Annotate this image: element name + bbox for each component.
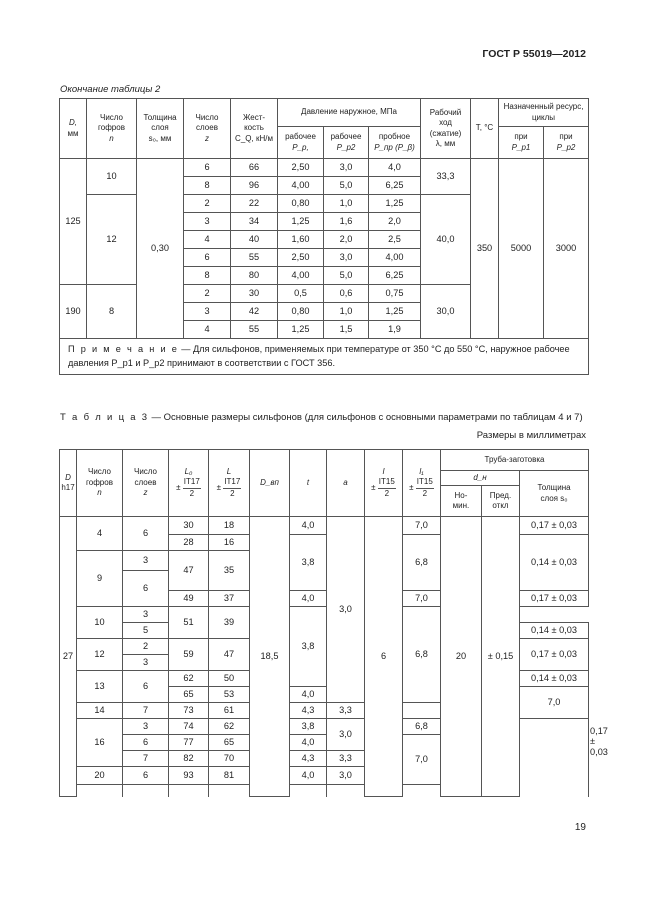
t3-n: 10 (77, 607, 123, 639)
table2-note: П р и м е ч а н и е — Для сильфонов, применяемых при температуре от 350 °С до 550 °С, наружное рабочее давления P_p1 и P_p2 принимают в соответствии с ГОСТ 356. (60, 339, 589, 375)
t3-L0: 73 (169, 703, 209, 719)
t3-h-L: L ± $\frac{IT17}{2}$ (209, 450, 250, 517)
t3-Dvn: 18,5 (250, 517, 290, 797)
t3-D: 27 (60, 517, 77, 797)
t3-z: 2 (123, 639, 169, 655)
t2-cell: 1,9 (369, 321, 421, 339)
t3-n: 20 (77, 767, 123, 785)
t2-h-c: Жест- кость C_Q, кН/м (231, 99, 278, 159)
t3-L: 70 (209, 751, 250, 767)
t2-cell: 1,6 (324, 213, 369, 231)
t3-L: 62 (209, 719, 250, 735)
table3-units: Размеры в миллиметрах (476, 430, 586, 441)
t3-h-Dvn: D_вп (250, 450, 290, 517)
t3-h-D: D h17 (60, 450, 77, 517)
t3-L: 47 (209, 639, 250, 671)
t2-h-stroke: Рабочий ход (сжатие) λ, мм (421, 99, 471, 159)
table3-caption: Т а б л и ц а 3 — Основные размеры сильфонов (для сильфонов с основными параметрами по таблицам 4 и 7) (60, 412, 583, 423)
t2-cell: 1,0 (324, 195, 369, 213)
t2-cell: 2 (184, 285, 231, 303)
t3-L0: 82 (169, 751, 209, 767)
document-id: ГОСТ Р 55019—2012 (482, 48, 586, 60)
t3-L: 37 (209, 591, 250, 607)
table2 (59, 98, 589, 375)
t2-h-p1: рабочее P_p, (278, 127, 324, 159)
t2-n10: 10 (87, 159, 137, 195)
t2-cell: 55 (231, 249, 278, 267)
t3-cont (209, 785, 250, 797)
t3-L: 18 (209, 517, 250, 535)
t2-h-res: Назначенный ресурс, циклы (499, 99, 589, 127)
t3-l1: 7,0 (403, 591, 441, 607)
t3-L: 35 (209, 551, 250, 591)
t2-cell: 3,0 (324, 159, 369, 177)
t2-cell: 1,25 (369, 195, 421, 213)
t2-h-s: Толщина слоя s₀, мм (137, 99, 184, 159)
t3-L: 61 (209, 703, 250, 719)
t3-dn-nom: 20 (441, 517, 482, 797)
t2-cell: 0,5 (278, 285, 324, 303)
t3-z: 6 (123, 671, 169, 703)
t3-h-n: Число гофров n (77, 450, 123, 517)
t3-z: 6 (123, 767, 169, 785)
t3-cont (327, 785, 365, 797)
t3-l1: 7,0 (403, 735, 441, 785)
t2-stroke-b: 40,0 (421, 195, 471, 285)
t2-cell: 2,50 (278, 159, 324, 177)
t3-h-pipe: Труба-заготовка (441, 450, 589, 471)
t2-cell: 1,5 (324, 321, 369, 339)
t3-a: 3,0 (327, 719, 365, 751)
t3-dn-dev: ± 0,15 (482, 517, 520, 797)
t2-cell: 1,25 (278, 213, 324, 231)
table2-caption: Окончание таблицы 2 (60, 84, 161, 95)
t2-h-z: Число слоев z (184, 99, 231, 159)
t3-h-L0: L₀ ± $\frac{IT17}{2}$ (169, 450, 209, 517)
t3-t: 3,8 (290, 607, 327, 687)
t2-cell: 55 (231, 321, 278, 339)
t2-cell: 1,60 (278, 231, 324, 249)
t3-L0: 30 (169, 517, 209, 535)
t3-s0: 0,17 ± 0,03 (520, 591, 589, 607)
t2-h-T: T, °C (471, 99, 499, 159)
t2-cell: 42 (231, 303, 278, 321)
t2-cell: 40 (231, 231, 278, 249)
t2-h-p2: рабочее P_p2 (324, 127, 369, 159)
t2-h-n: Число гофров n (87, 99, 137, 159)
t3-s0: 0,14 ± 0,03 (520, 535, 589, 591)
t3-z: 5 (123, 623, 169, 639)
t3-z: 3 (123, 551, 169, 571)
t3-n: 4 (77, 517, 123, 551)
t3-a: 3,0 (327, 517, 365, 703)
t3-cont (77, 785, 123, 797)
t3-t: 4,3 (290, 751, 327, 767)
t2-cell: 34 (231, 213, 278, 231)
t2-cell: 30 (231, 285, 278, 303)
t2-cell: 0,75 (369, 285, 421, 303)
t3-a: 3,3 (327, 751, 365, 767)
t3-h-thick: Толщина слоя s₀ (520, 471, 589, 517)
t3-z: 7 (123, 751, 169, 767)
t3-s0: 0,17 ± 0,03 (520, 517, 589, 535)
t2-D190: 190 (60, 285, 87, 339)
t3-n: 9 (77, 551, 123, 607)
t2-cell: 8 (184, 267, 231, 285)
t3-t: 4,3 (290, 703, 327, 719)
t2-cell: 6,25 (369, 267, 421, 285)
table3: D h17 Число гофров n Число слоев z L₀ ± $\frac{IT17}{2}$ L ± $\frac{IT17}{2}$ D_вп t a l ± $\frac{IT15}{2}$ l₁ ± $\frac{IT15}{2}$ Труба-заготовка d_н Но- мин. Пред. откл Толщина слоя s₀ 27 4 6 30 18 18,5 4,0 3,0 6 7,0 20 ± 0,15 0,17 ± 0,03 28 16 3,8 6,8 0,14 ± 0,03 9 3 47 35 6 49 37 4,0 7,0 0,17 ± 0,03 10 3 51 39 3,8 6,8 5 0,14 ± 0,03 12 2 59 47 0,17 ± 0,03 3 13 6 62 50 0,14 ± 0,03 65 53 4,0 7,0 0,17 ± 0,03 14 7 73 61 4,3 3,3 16 3 74 62 3,8 3,0 6,8 6 77 65 4,0 7,0 7 82 70 4,3 3,3 20 6 93 81 4,0 3,0 (59, 449, 589, 797)
t3-n: 14 (77, 703, 123, 719)
t2-cell: 4 (184, 321, 231, 339)
t2-n12: 12 (87, 195, 137, 285)
t3-L0: 77 (169, 735, 209, 751)
t2-cell: 6,25 (369, 177, 421, 195)
t3-z: 6 (123, 517, 169, 551)
t3-l1: 6,8 (403, 607, 441, 703)
t2-cell: 2,0 (324, 231, 369, 249)
t3-L0: 74 (169, 719, 209, 735)
t2-cell: 1,25 (278, 321, 324, 339)
t3-z: 3 (123, 719, 169, 735)
t2-res1: 5000 (499, 159, 544, 339)
t3-h-a: a (327, 450, 365, 517)
t3-L: 81 (209, 767, 250, 785)
t3-L0: 28 (169, 535, 209, 551)
t2-cell: 1,25 (369, 303, 421, 321)
t2-cell: 22 (231, 195, 278, 213)
t2-h-pressure: Давление наружное, МПа (278, 99, 421, 127)
t3-l: 6 (365, 517, 403, 797)
t3-s0: 0,14 ± 0,03 (520, 671, 589, 687)
t3-l1: 7,0 (403, 517, 441, 535)
t2-cell: 2,0 (369, 213, 421, 231)
t3-L: 39 (209, 607, 250, 639)
t2-n8: 8 (87, 285, 137, 339)
t3-z: 6 (123, 571, 169, 607)
t3-h-dn-group (441, 471, 520, 517)
t2-cell: 80 (231, 267, 278, 285)
t2-h-r1: при P_p1 (499, 127, 544, 159)
t2-cell: 4,00 (369, 249, 421, 267)
t2-s: 0,30 (137, 159, 184, 339)
t2-cell: 0,80 (278, 303, 324, 321)
t3-L0: 62 (169, 671, 209, 687)
t3-z: 7 (123, 703, 169, 719)
t3-L0: 59 (169, 639, 209, 671)
t2-cell: 6 (184, 249, 231, 267)
t2-cell: 2,5 (369, 231, 421, 249)
t3-a: 3,3 (327, 703, 365, 719)
t2-cell: 4,00 (278, 177, 324, 195)
t2-cell: 2 (184, 195, 231, 213)
t2-cell: 3 (184, 213, 231, 231)
t2-cell: 8 (184, 177, 231, 195)
t3-L0: 47 (169, 551, 209, 591)
t3-L0: 51 (169, 607, 209, 639)
t3-cont (290, 785, 327, 797)
t3-t: 4,0 (290, 735, 327, 751)
t2-cell: 0,6 (324, 285, 369, 303)
t3-n: 12 (77, 639, 123, 671)
t3-h-l: l ± $\frac{IT15}{2}$ (365, 450, 403, 517)
t2-cell: 5,0 (324, 267, 369, 285)
t2-stroke-c: 30,0 (421, 285, 471, 339)
t2-cell: 6 (184, 159, 231, 177)
t2-h-D: D, мм (60, 99, 87, 159)
t2-cell: 4,00 (278, 267, 324, 285)
t3-h-t: t (290, 450, 327, 517)
t3-h-dn: d_н (441, 471, 519, 486)
t3-h-dev: Пред. откл (489, 490, 512, 510)
t3-t: 4,0 (290, 687, 327, 703)
t3-cont (169, 785, 209, 797)
t3-h-z: Число слоев z (123, 450, 169, 517)
t3-L0: 65 (169, 687, 209, 703)
page-number: 19 (574, 822, 586, 833)
t2-cell: 4 (184, 231, 231, 249)
t3-L0: 49 (169, 591, 209, 607)
t3-z: 6 (123, 735, 169, 751)
t3-l1: 6,8 (403, 719, 441, 735)
t2-T: 350 (471, 159, 499, 339)
t2-cell: 1,0 (324, 303, 369, 321)
t2-stroke-a: 33,3 (421, 159, 471, 195)
t3-t: 4,0 (290, 591, 327, 607)
t2-cell: 66 (231, 159, 278, 177)
t3-z: 3 (123, 607, 169, 623)
t3-h-nom: Но- мин. (441, 486, 482, 516)
t3-n: 16 (77, 719, 123, 767)
t3-L0: 93 (169, 767, 209, 785)
t2-cell: 3 (184, 303, 231, 321)
t2-cell: 2,50 (278, 249, 324, 267)
t3-L: 16 (209, 535, 250, 551)
t2-cell: 5,0 (324, 177, 369, 195)
t3-t: 3,8 (290, 535, 327, 591)
t2-h-pt: пробное P_пр (P_β) (369, 127, 421, 159)
t3-s0: 0,14 ± 0,03 (520, 623, 589, 639)
t2-cell: 4,0 (369, 159, 421, 177)
t2-D125: 125 (60, 159, 87, 285)
t3-a: 3,0 (327, 767, 365, 785)
t3-L: 65 (209, 735, 250, 751)
t3-L: 53 (209, 687, 250, 703)
t3-h-l1: l₁ ± $\frac{IT15}{2}$ (403, 450, 441, 517)
t2-h-r2: при P_p2 (544, 127, 589, 159)
t3-l1: 6,8 (403, 535, 441, 591)
t3-L: 50 (209, 671, 250, 687)
t3-t: 3,8 (290, 719, 327, 735)
t3-s0: 0,17 ± 0,03 (520, 639, 589, 671)
t3-n: 13 (77, 671, 123, 703)
t2-cell: 3,0 (324, 249, 369, 267)
t3-l1: 7,0 (520, 687, 589, 719)
t3-t: 4,0 (290, 517, 327, 535)
t2-cell: 0,80 (278, 195, 324, 213)
t2-res2: 3000 (544, 159, 589, 339)
t3-t: 4,0 (290, 767, 327, 785)
t3-cont (123, 785, 169, 797)
t2-cell: 96 (231, 177, 278, 195)
t3-z: 3 (123, 655, 169, 671)
